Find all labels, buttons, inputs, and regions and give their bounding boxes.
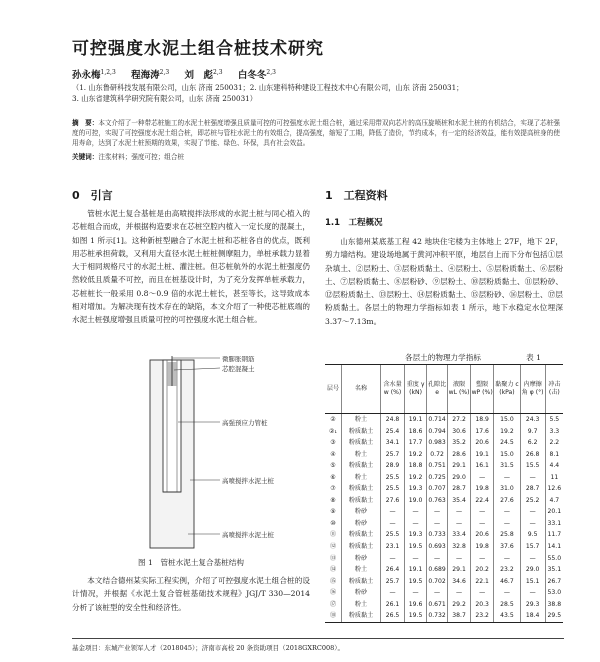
table-row bbox=[325, 449, 563, 461]
table-row bbox=[325, 506, 563, 518]
table-cell: 26.8 bbox=[520, 449, 545, 461]
author: 程海涛$^{2,3}$ bbox=[131, 68, 170, 81]
table-cell: 17.6 bbox=[471, 426, 494, 438]
column-header: 含水量 w (%) bbox=[381, 365, 405, 414]
table-cell: 19.5 bbox=[405, 541, 427, 553]
table-cell: 28.7 bbox=[448, 483, 471, 495]
table-cell: 27.6 bbox=[494, 495, 520, 507]
table-cell: 28.5 bbox=[494, 599, 520, 611]
table-cell: 粉质黏土 bbox=[342, 460, 381, 472]
table-cell: 27.6 bbox=[381, 495, 405, 507]
table-cell: 粉土 bbox=[342, 564, 381, 576]
column-header: 层号 bbox=[325, 365, 342, 414]
table-row bbox=[325, 518, 563, 530]
table-cell: — bbox=[381, 587, 405, 599]
table-cell: 15.0 bbox=[494, 449, 520, 461]
table-cell: 33.4 bbox=[448, 529, 471, 541]
case-paragraph: 本文结合德州某实际工程实例，介绍了可控强度水泥土组合桩的设计情况，并根据《水泥土复合管桩基础技术规程》JGJ/T 330—2014 分析了该桩型的安全性和经济性。 bbox=[72, 576, 310, 612]
table-cell: 19.3 bbox=[405, 483, 427, 495]
table-cell: 25.7 bbox=[381, 449, 405, 461]
table-cell: 15.5 bbox=[520, 460, 545, 472]
table-cell: 6.2 bbox=[520, 437, 545, 449]
table-row bbox=[325, 576, 563, 588]
table-cell: ⑬ bbox=[329, 554, 337, 562]
table-cell: — bbox=[405, 506, 427, 518]
table-cell: 粉质黏土 bbox=[342, 437, 381, 449]
table-cell: — bbox=[494, 553, 520, 565]
table-cell: 25.7 bbox=[381, 576, 405, 588]
table-cell: 19.3 bbox=[405, 529, 427, 541]
table-cell: 0.733 bbox=[427, 529, 448, 541]
table-cell: ② bbox=[330, 416, 336, 423]
table-cell: 25.2 bbox=[520, 495, 545, 507]
figure-caption: 图 1 管桩水泥土复合基桩结构 bbox=[138, 558, 244, 567]
soil-properties-table bbox=[325, 364, 563, 623]
table-cell: 4.4 bbox=[545, 460, 563, 472]
table-row bbox=[325, 529, 563, 541]
table-cell: 0.702 bbox=[427, 576, 448, 588]
table-cell: 38.7 bbox=[448, 610, 471, 622]
table-cell: 30.6 bbox=[448, 426, 471, 438]
table-cell: 4.7 bbox=[545, 495, 563, 507]
table-number: 表 1 bbox=[526, 353, 541, 362]
table-cell: 20.1 bbox=[545, 506, 563, 518]
table-cell: 2.2 bbox=[545, 437, 563, 449]
table-cell: 20.6 bbox=[471, 437, 494, 449]
table-cell: — bbox=[427, 587, 448, 599]
column-header: 液限 wL (%) bbox=[448, 365, 471, 414]
table-row bbox=[325, 587, 563, 599]
table-cell: — bbox=[381, 553, 405, 565]
table-cell: 19.6 bbox=[405, 599, 427, 611]
table-cell: 粉砂 bbox=[342, 587, 381, 599]
table-cell: 19.8 bbox=[471, 483, 494, 495]
table-cell: 粉砂 bbox=[342, 518, 381, 530]
table-cell: ③ bbox=[330, 439, 336, 447]
table-cell: 29.3 bbox=[520, 599, 545, 611]
table-cell: ⑭ bbox=[329, 566, 337, 574]
intro-paragraph: 管桩水泥土复合基桩是由高喷搅拌法形成的水泥土桩与同心植入的芯桩组合而成，并根据构造要求在芯桩空腔内植入一定长度的混凝土，如图 1 所示[1]。这种新桩型融合了水泥土桩和芯桩各自的优点，既利用芯桩承担荷载，又利用大直径水泥土桩桩侧摩阻力，单桩承载力显着大于相同规格尺寸的水泥土桩、灌注桩。但芯桩航外的水泥土桩强度仍然较低且质量不可控，而且在桩基设计时，为了充分发挥单桩承载力，芯桩桩长一般采用 0.8～0.9 倍的水泥土桩长，甚至等长，这导致成本相对增加。为解决现有技术存在的缺陷，本文介绍了一种使芯桩底端的水泥土桩强度增强且质量可控的可控强度水泥土组合桩。 bbox=[72, 209, 310, 325]
table-row bbox=[325, 437, 563, 449]
section-heading-engineering: 1 工程资料 bbox=[325, 189, 388, 202]
table-cell: 粉质黏土 bbox=[342, 576, 381, 588]
table-cell: 0.72 bbox=[427, 449, 448, 461]
table-cell: 19.0 bbox=[405, 495, 427, 507]
table-cell: ⑱ bbox=[325, 610, 342, 622]
table-cell: 24.3 bbox=[520, 414, 545, 426]
table-cell: 23.2 bbox=[494, 564, 520, 576]
table-cell: 18.4 bbox=[520, 610, 545, 622]
table-cell: 粉质黏土 bbox=[342, 610, 381, 622]
table-cell: — bbox=[405, 587, 427, 599]
table-cell: 16.1 bbox=[471, 460, 494, 472]
author: 白冬冬$^{2,3}$ bbox=[237, 68, 276, 81]
table-cell: 29.0 bbox=[520, 564, 545, 576]
table-row bbox=[325, 483, 563, 495]
table-cell: 22.4 bbox=[471, 495, 494, 507]
table-cell: 0.751 bbox=[427, 460, 448, 472]
table-cell: 20.2 bbox=[471, 564, 494, 576]
table-cell: — bbox=[494, 518, 520, 530]
table-cell: 26.5 bbox=[381, 610, 405, 622]
table-row bbox=[325, 495, 563, 507]
subsection-heading: 1.1 工程概况 bbox=[325, 218, 383, 228]
table-cell: 12.6 bbox=[545, 483, 563, 495]
table-cell: — bbox=[427, 518, 448, 530]
table-cell: ⑦ bbox=[330, 485, 336, 493]
table-cell: 18.9 bbox=[471, 414, 494, 426]
table-cell: 5.5 bbox=[545, 414, 563, 426]
table-cell: 粉质黏土 bbox=[342, 529, 381, 541]
table-cell: — bbox=[494, 506, 520, 518]
table-cell: 0.763 bbox=[427, 495, 448, 507]
table-cell: — bbox=[494, 472, 520, 484]
table-cell: ⑨ bbox=[330, 508, 336, 516]
author: 刘 彪$^{2,3}$ bbox=[184, 68, 223, 81]
table-row bbox=[325, 460, 563, 472]
table-cell: 37.6 bbox=[494, 541, 520, 553]
column-header: 名称 bbox=[342, 365, 381, 414]
table-cell: — bbox=[381, 518, 405, 530]
table-cell: — bbox=[520, 553, 545, 565]
table-cell: 34.1 bbox=[381, 437, 405, 449]
table-cell: 22.1 bbox=[471, 576, 494, 588]
column-header: 黏聚力 c (kPa) bbox=[494, 365, 520, 414]
table-row bbox=[325, 564, 563, 576]
abstract-label: 摘 要： bbox=[72, 119, 99, 127]
table-cell: 20.6 bbox=[471, 529, 494, 541]
table-cell: — bbox=[427, 506, 448, 518]
table-cell: 19.2 bbox=[405, 472, 427, 484]
table-row bbox=[325, 472, 563, 484]
table-cell: 25.5 bbox=[381, 472, 405, 484]
author: 孙永梅$^{1,2,3}$ bbox=[72, 68, 116, 81]
table-cell: 25.8 bbox=[494, 529, 520, 541]
table-cell: — bbox=[471, 518, 494, 530]
table-row bbox=[325, 553, 563, 565]
table-cell: 0.693 bbox=[427, 541, 448, 553]
table-cell: 29.5 bbox=[545, 610, 563, 622]
table-cell: 0.983 bbox=[427, 437, 448, 449]
table-cell: 粉质黏土 bbox=[342, 483, 381, 495]
table-cell: 18.8 bbox=[405, 460, 427, 472]
table-cell: 17.7 bbox=[405, 437, 427, 449]
table-cell: ④ bbox=[330, 450, 336, 458]
table-cell: 19.1 bbox=[405, 414, 427, 426]
table-cell: — bbox=[520, 587, 545, 599]
table-cell: — bbox=[471, 472, 494, 484]
column-header: 孔隙比 e bbox=[427, 365, 448, 414]
table-cell: 14.1 bbox=[545, 541, 563, 553]
table-cell: 29.1 bbox=[448, 564, 471, 576]
table-cell: 25.5 bbox=[381, 483, 405, 495]
table-cell: 0.732 bbox=[427, 610, 448, 622]
table-cell: 34.6 bbox=[448, 576, 471, 588]
table-cell: 28.6 bbox=[448, 449, 471, 461]
table-cell: 0.794 bbox=[427, 426, 448, 438]
table-cell: 25.4 bbox=[381, 426, 405, 438]
table-cell: — bbox=[448, 587, 471, 599]
table-row bbox=[325, 414, 563, 426]
column-header: 塑限 wP (%) bbox=[471, 365, 494, 414]
affiliations bbox=[72, 82, 562, 104]
table-cell: ⑧ bbox=[330, 496, 336, 504]
table-cell: 20.3 bbox=[471, 599, 494, 611]
table-cell: 粉质黏土 bbox=[342, 541, 381, 553]
figure-label: 高喷搅拌水泥土桩 bbox=[222, 477, 274, 485]
table-cell: — bbox=[381, 506, 405, 518]
table-cell: ⑩ bbox=[330, 519, 336, 527]
table-cell: 粉砂 bbox=[342, 553, 381, 565]
figure-label: 芯腔混凝土 bbox=[222, 365, 255, 373]
table-cell: ⑤ bbox=[330, 462, 336, 470]
keywords-label: 关键词： bbox=[72, 153, 99, 161]
keywords bbox=[72, 152, 564, 162]
table-cell: ⑫ bbox=[329, 543, 337, 551]
table-cell: — bbox=[520, 518, 545, 530]
table-cell: 19.1 bbox=[471, 449, 494, 461]
table-cell: 0.725 bbox=[427, 472, 448, 484]
table-cell: 19.5 bbox=[405, 610, 427, 622]
table-cell: 29.0 bbox=[448, 472, 471, 484]
engineering-paragraph: 山东德州某底基工程 42 地块住宅楼为主体地上 27F，地下 2F，剪力墙结构。建设场地属于黄河冲积平原，地层自上而下分布包括①层杂填土、②层粉土、③层粉质黏土、④层粉土、⑤层粉质黏土、⑥层粉土、⑦层粉质黏土、⑧层粉砂、⑨层粉土、⑩层粉质黏土、⑪层粉砂、⑫层粉质黏土、⑬层粉土、⑭层粉质黏土、⑮层粉砂、⑯层粉土、⑰层粉质黏土。各层土的物理力学指标如表 1 所示，地下水稳定水位埋深 3.37～7.13m。 bbox=[325, 237, 563, 326]
column-header: 冲击(击) bbox=[545, 365, 563, 414]
table-cell: ②₁ bbox=[329, 427, 337, 435]
table-cell: — bbox=[471, 587, 494, 599]
table-cell: 23.2 bbox=[471, 610, 494, 622]
table-cell: 31.0 bbox=[494, 483, 520, 495]
table-cell: 26.1 bbox=[381, 599, 405, 611]
table-cell: 35.2 bbox=[448, 437, 471, 449]
footnote: 基金项目：东城产业领军人才（2018045）；济南市高校 20 条资助项目（2018GXRC008）。 bbox=[72, 638, 564, 652]
table-cell: 11.7 bbox=[545, 529, 563, 541]
table-cell: ⑮ bbox=[329, 577, 337, 585]
table-cell: 0.707 bbox=[427, 483, 448, 495]
table-cell: 9.7 bbox=[520, 426, 545, 438]
table-cell: — bbox=[520, 506, 545, 518]
table-row bbox=[325, 426, 563, 438]
table-cell: 0.689 bbox=[427, 564, 448, 576]
table-cell: 35.1 bbox=[545, 564, 563, 576]
table-cell: 29.2 bbox=[448, 599, 471, 611]
figure-label: 高喷搅拌水泥土桩 bbox=[222, 531, 274, 539]
table-cell: 27.2 bbox=[448, 414, 471, 426]
table-cell: 粉土 bbox=[342, 449, 381, 461]
table-cell: 32.8 bbox=[448, 541, 471, 553]
column-header: 重度 γ (kN) bbox=[405, 365, 427, 414]
table-header-row bbox=[325, 365, 563, 414]
table-cell: 8.1 bbox=[545, 449, 563, 461]
table-cell: 28.7 bbox=[520, 483, 545, 495]
table-cell: 0.671 bbox=[427, 599, 448, 611]
table-cell: 24.5 bbox=[494, 437, 520, 449]
table-cell: — bbox=[427, 553, 448, 565]
table-cell: 53.0 bbox=[545, 587, 563, 599]
abstract bbox=[72, 118, 564, 148]
table-cell: 9.5 bbox=[520, 529, 545, 541]
column-header: 内摩擦角 φ (°) bbox=[520, 365, 545, 414]
table-cell: — bbox=[405, 518, 427, 530]
figure-label: 微膨胀钢筋 bbox=[222, 356, 255, 363]
affiliation-line: （1. 山东鲁研科技发展有限公司，山东 济南 250031；2. 山东建科特种建设工程技术中心有限公司，山东 济南 250031； bbox=[72, 83, 464, 92]
table-cell: 19.2 bbox=[494, 426, 520, 438]
table-cell: 18.6 bbox=[405, 426, 427, 438]
table-cell: 26.7 bbox=[545, 576, 563, 588]
table-cell: — bbox=[520, 472, 545, 484]
table-cell: 23.1 bbox=[381, 541, 405, 553]
table-title: 各层土的物理力学指标 bbox=[405, 353, 481, 362]
table-cell: 35.4 bbox=[448, 495, 471, 507]
table-cell: 15.0 bbox=[494, 414, 520, 426]
table-cell: 15.7 bbox=[520, 541, 545, 553]
table-cell: 46.7 bbox=[494, 576, 520, 588]
table-cell: 粉砂 bbox=[342, 506, 381, 518]
table-cell: 31.5 bbox=[494, 460, 520, 472]
table-cell: — bbox=[471, 553, 494, 565]
table-cell: ⑥ bbox=[330, 473, 336, 481]
table-cell: 0.714 bbox=[427, 414, 448, 426]
table-cell: 粉质黏土 bbox=[342, 495, 381, 507]
table-row bbox=[325, 610, 563, 622]
table-cell: 26.4 bbox=[381, 564, 405, 576]
table-cell: 38.8 bbox=[545, 599, 563, 611]
table-cell: 24.8 bbox=[381, 414, 405, 426]
table-cell: 粉土 bbox=[342, 414, 381, 426]
table-cell: — bbox=[448, 518, 471, 530]
keywords-text: 注浆材料；强度可控；组合桩 bbox=[98, 153, 185, 161]
table-cell: 19.1 bbox=[405, 564, 427, 576]
table-cell: ⑰ bbox=[329, 600, 337, 608]
paper-title: 可控强度水泥土组合桩技术研究 bbox=[72, 39, 324, 59]
table-cell: 33.1 bbox=[545, 518, 563, 530]
table-cell: 粉土 bbox=[342, 472, 381, 484]
table-cell: 19.2 bbox=[405, 449, 427, 461]
table-cell: — bbox=[405, 553, 427, 565]
table-cell: 3.3 bbox=[545, 426, 563, 438]
table-cell: 19.8 bbox=[471, 541, 494, 553]
author-list bbox=[72, 67, 288, 81]
table-cell: — bbox=[494, 587, 520, 599]
table-cell: 11 bbox=[545, 472, 563, 484]
table-row bbox=[325, 541, 563, 553]
table-row bbox=[325, 599, 563, 611]
section-heading-intro: 0 引言 bbox=[72, 189, 113, 202]
table-cell: — bbox=[448, 553, 471, 565]
table-cell: 25.5 bbox=[381, 529, 405, 541]
pile-structure-figure bbox=[148, 356, 310, 556]
table-cell: 粉土 bbox=[342, 599, 381, 611]
table-cell: ⑪ bbox=[329, 531, 337, 539]
table-cell: 粉质黏土 bbox=[342, 426, 381, 438]
table-cell: — bbox=[448, 506, 471, 518]
table-cell: 28.9 bbox=[381, 460, 405, 472]
figure-label: 高强预应力管桩 bbox=[222, 419, 268, 427]
abstract-text: 本文介绍了一种带芯桩施工的水泥土桩强度增强且质量可控的可控强度水泥土组合桩，通过采用带双向芯片的高压旋喷桩和水泥土桩的有机结合，实现了芯桩强度的可控，实现了可控强度水泥土组合桩，即芯桩与管柱水泥土的有效组合，提高强度，缩短了工期，降低了造价，节约成本，有一定的经济效益，能有效提高桩身的使用寿命，达到了水泥土桩预期的效果，实现了节能、绿色、环保，具有社会效益。 bbox=[72, 119, 560, 147]
table-cell: — bbox=[471, 506, 494, 518]
table-cell: 55.0 bbox=[545, 553, 563, 565]
table-cell: 19.5 bbox=[405, 576, 427, 588]
table-cell: ⑯ bbox=[329, 589, 337, 597]
table-cell: 43.5 bbox=[494, 610, 520, 622]
table-cell: 29.1 bbox=[448, 460, 471, 472]
table-cell: 15.1 bbox=[520, 576, 545, 588]
affiliation-line: 3. 山东省建筑科学研究院有限公司，山东 济南 250031） bbox=[72, 94, 257, 103]
